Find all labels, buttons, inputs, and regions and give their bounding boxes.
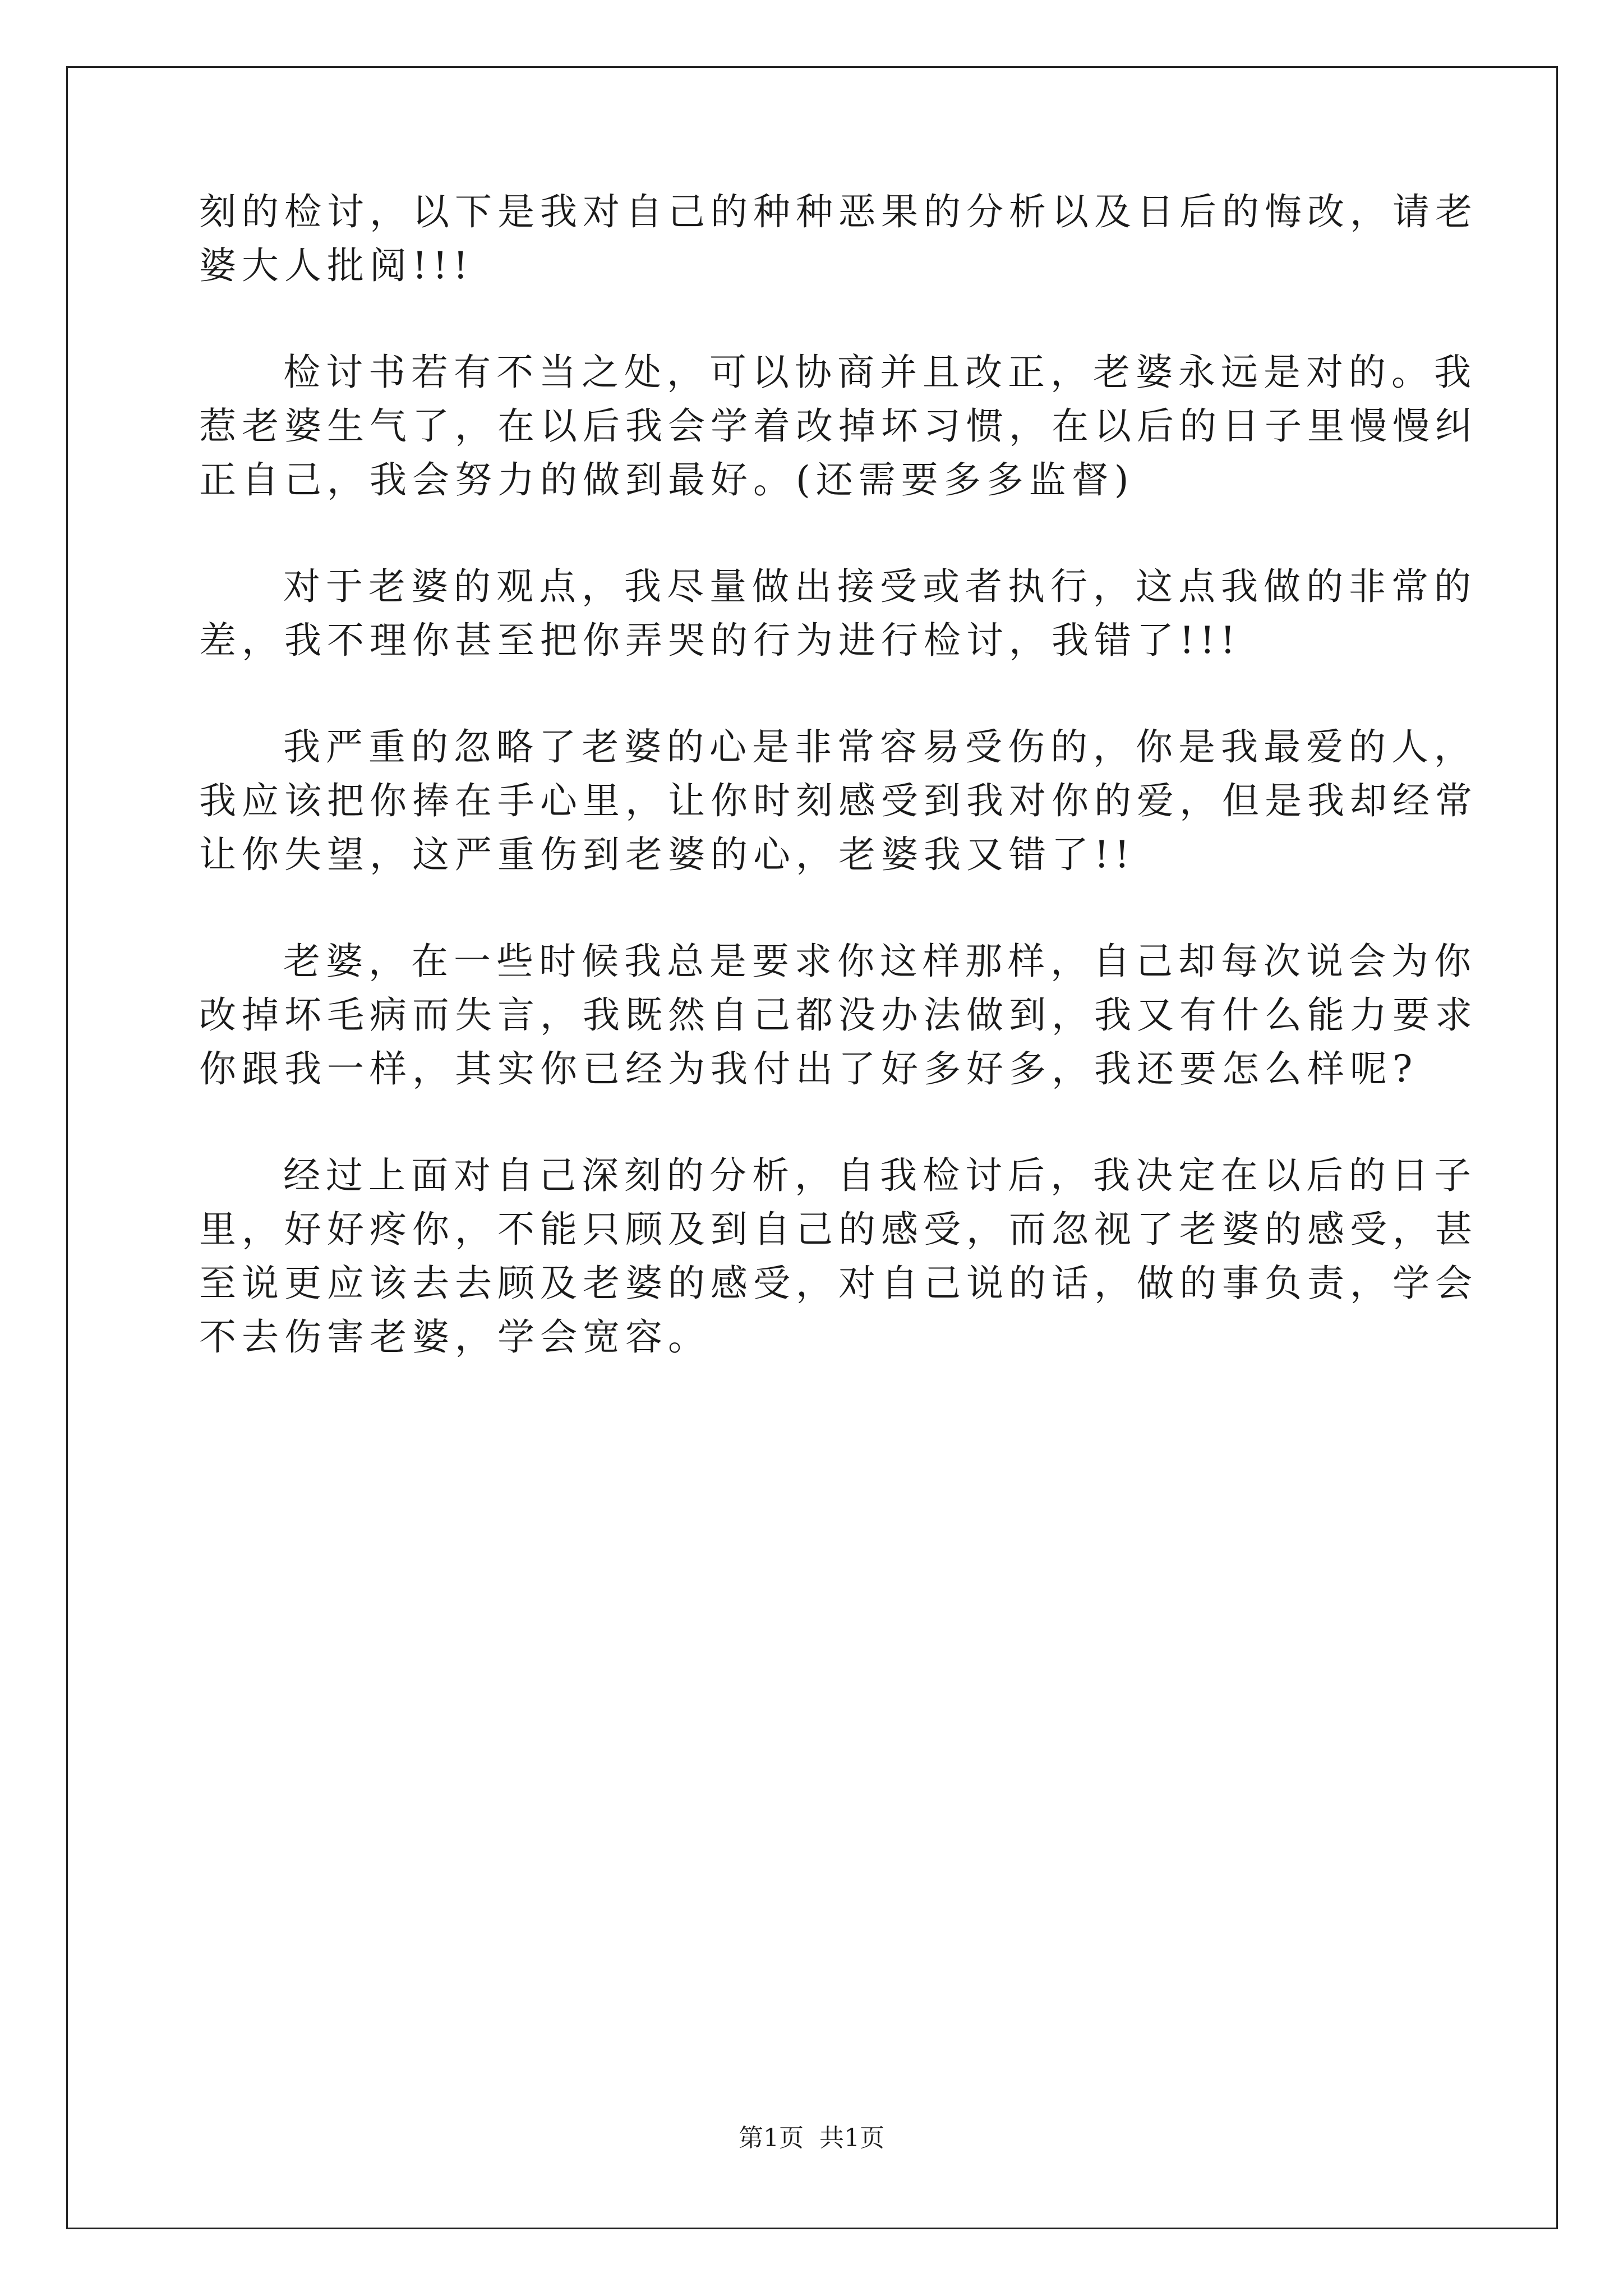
paragraph-5 (199, 935, 1478, 1096)
paragraph-3 (199, 560, 1477, 668)
text-line: 让你失望，这严重伤到老婆的心，老婆我又错了!! (199, 833, 1136, 876)
text-line: 我应该把你捧在手心里，让你时刻感受到我对你的爱，但是我却经常 (199, 779, 1478, 822)
text-line: 刻的检讨，以下是我对自己的种种恶果的分析以及日后的悔改，请老 (199, 190, 1478, 233)
text-line: 里，好好疼你，不能只顾及到自己的感受，而忽视了老婆的感受，甚 (199, 1208, 1478, 1251)
text-line: 我严重的忽略了老婆的心是非常容易受伤的，你是我最爱的人， (283, 725, 1477, 769)
paragraph-1 (199, 185, 1478, 293)
document-body (199, 185, 1478, 1364)
text-line: 不去伤害老婆，学会宽容。 (199, 1315, 711, 1359)
paragraph-4 (199, 720, 1478, 882)
text-line: 老婆，在一些时候我总是要求你这样那样，自己却每次说会为你 (283, 940, 1477, 983)
text-line: 至说更应该去去顾及老婆的感受，对自己说的话，做的事负责，学会 (199, 1262, 1478, 1305)
text-line: 经过上面对自己深刻的分析，自我检讨后，我决定在以后的日子 (283, 1154, 1477, 1197)
paragraph-6 (199, 1149, 1478, 1364)
page-number-footer: 第1页 共1页 (739, 2124, 884, 2152)
text-line: 正自己，我会努力的做到最好。(还需要多多监督) (199, 458, 1135, 501)
text-line: 你跟我一样，其实你已经为我付出了好多好多，我还要怎么样呢? (199, 1047, 1418, 1091)
text-line: 改掉坏毛病而失言，我既然自己都没办法做到，我又有什么能力要求 (199, 993, 1478, 1037)
text-line: 差，我不理你甚至把你弄哭的行为进行检讨，我错了!!! (199, 619, 1241, 662)
text-line: 对于老婆的观点，我尽量做出接受或者执行，这点我做的非常的 (283, 565, 1477, 608)
paragraph-2 (199, 346, 1478, 507)
text-line: 婆大人批阅!!! (199, 244, 474, 287)
text-line: 检讨书若有不当之处，可以协商并且改正，老婆永远是对的。我 (283, 351, 1477, 394)
text-line: 惹老婆生气了，在以后我会学着改掉坏习惯，在以后的日子里慢慢纠 (199, 404, 1478, 448)
